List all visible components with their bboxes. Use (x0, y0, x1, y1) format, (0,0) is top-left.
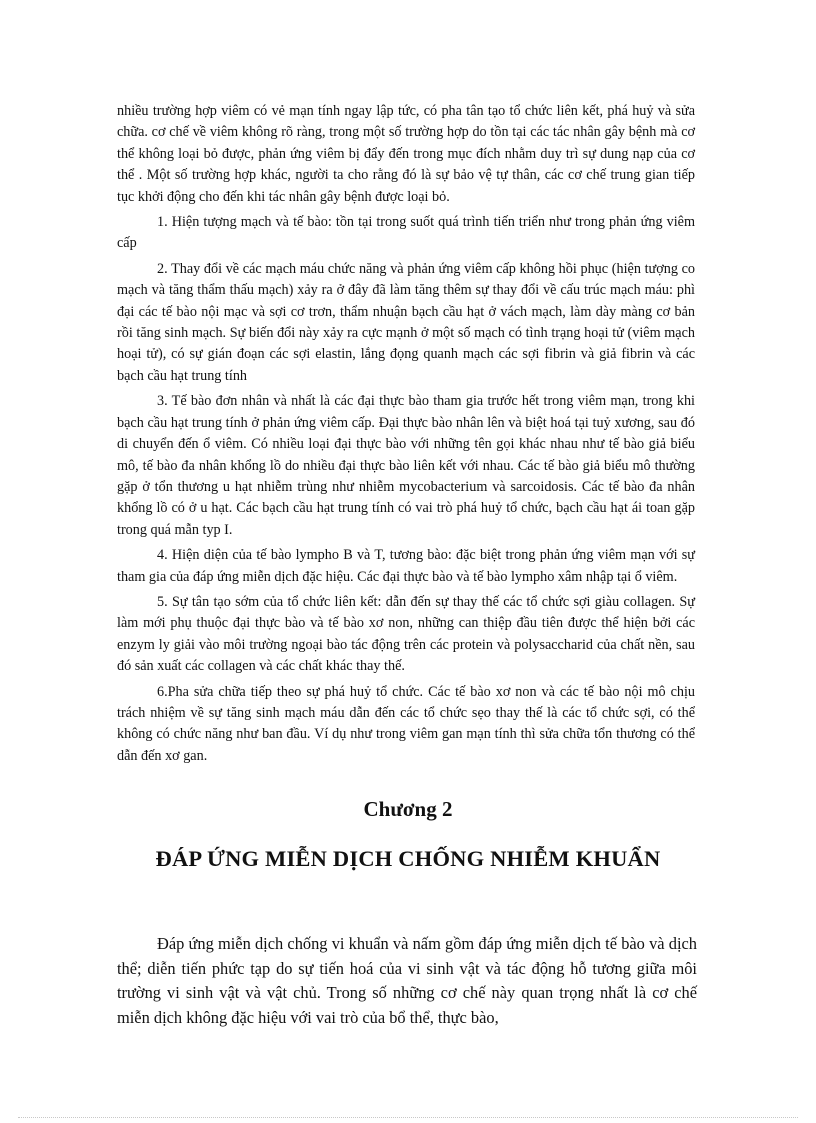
body-text (117, 101, 695, 771)
chapter-intro (117, 932, 697, 1030)
paragraph-item-2: 2. Thay đổi về các mạch máu chức năng và phản ứng viêm cấp không hồi phục (hiện tượng co mạch và tăng thẩm thấu mạch) xảy ra ở đây đã làm tăng thêm sự thay đổi về cấu trúc mạch máu: phì đại các tế bào nội mạc và sợi cơ trơn, thẩm nhuận bạch cầu hạt ở vách mạch, làm dày màng cơ bản rồi tăng sinh mạch. Sự biến đổi này xảy ra cực mạnh ở một số mạch có tình trạng hoại tử (viêm mạch hoại tử), có sự gián đoạn các sợi elastin, lắng đọng quanh mạch các sợi fibrin và giả fibrin và các bạch cầu hạt trung tính (117, 260, 695, 384)
paragraph-item-4: 4. Hiện diện của tế bào lympho B và T, tương bào: đặc biệt trong phản ứng viêm mạn với sự tham gia của đáp ứng miễn dịch đặc hiệu. Các đại thực bào và tế bào lympho xâm nhập tại ổ viêm. (117, 547, 695, 585)
paragraph-continuation: nhiều trường hợp viêm có vẻ mạn tính ngay lập tức, có pha tân tạo tổ chức liên kết, phá huỷ và sửa chữa. cơ chế về viêm không rõ ràng, trong một số trường hợp do tồn tại các tác nhân gây bệnh mà cơ thể không loại bỏ được, phản ứng viêm bị đẩy đến trong mục đích nhằm duy trì sự dung nạp của cơ thể . Một số trường hợp khác, người ta cho rằng đó là sự bảo vệ tự thân, các cơ chế trung gian tiếp tục khởi động cho đến khi tác nhân gây bệnh được loại bỏ. (117, 103, 695, 205)
paragraph-item-1: 1. Hiện tượng mạch và tế bào: tồn tại trong suốt quá trình tiến triển như trong phản ứng viêm cấp (117, 214, 695, 252)
paragraph-item-5: 5. Sự tân tạo sớm của tổ chức liên kết: dẫn đến sự thay thế các tổ chức sợi giàu collagen. Sự làm mới phụ thuộc đại thực bào và tế bào xơ non, những can thiệp đầu tiên được thể hiện bởi các enzym ly giải vào môi trường ngoại bào tác động trên các protein và polysaccharid của chất nền, sau đó sản xuất các collagen và các chất khác thay thế. (117, 593, 695, 675)
paragraph-item-3: 3. Tế bào đơn nhân và nhất là các đại thực bào tham gia trước hết trong viêm mạn, trong khi bạch cầu hạt trung tính ở phản ứng viêm cấp. Đại thực bào nhân lên và biệt hoá tại tuỷ xương, sau đó di chuyển đến ổ viêm. Có nhiều loại đại thực bào với những tên gọi khác nhau như tế bào giả biểu mô, tế bào đa nhân khổng lồ do nhiều đại thực bào liên kết với nhau. Các tế bào giả biểu mô thường gặp ở tổn thương u hạt nhiễm trùng như nhiễm mycobacterium và sarcoidosis. Các tế bào đa nhân khổng lồ có ở u hạt. Các bạch cầu hạt trung tính có vai trò phá huỷ tổ chức, bạch cầu hạt ái toan gặp trong quá mẫn typ I. (117, 393, 695, 538)
chapter-title: ĐÁP ỨNG MIỄN DỊCH CHỐNG NHIỄM KHUẨN (155, 846, 661, 871)
chapter-number: Chương 2 (363, 797, 453, 821)
page-bottom-rule (18, 1117, 798, 1118)
intro-paragraph: Đáp ứng miễn dịch chống vi khuẩn và nấm gồm đáp ứng miễn dịch tế bào và dịch thể; diễn tiến phức tạp do sự tiến hoá của vi sinh vật và tác động hỗ tương giữa môi trường vi sinh vật và vật chủ. Trong số những cơ chế này quan trọng nhất là cơ chế miễn dịch không đặc hiệu với vai trò của bổ thể, thực bào, (117, 934, 697, 1027)
paragraph-item-6: 6.Pha sửa chữa tiếp theo sự phá huỷ tổ chức. Các tế bào xơ non và các tế bào nội mô chịu trách nhiệm về sự tăng sinh mạch máu dẫn đến các tổ chức sẹo thay thế là các tổ chức sợi, có thể không có chức năng như ban đầu. Ví dụ như trong viêm gan mạn tính thì sửa chữa tổn thương có thể dẫn đến xơ gan. (117, 683, 695, 764)
